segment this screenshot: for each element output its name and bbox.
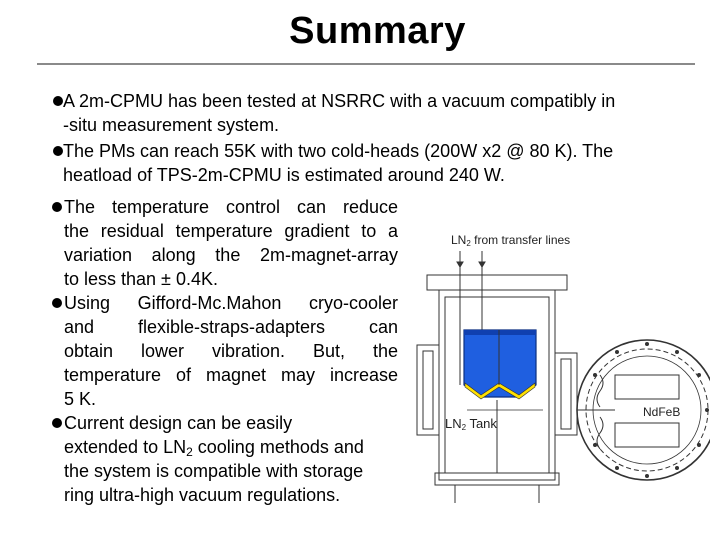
ln2-transfer-label: LN2 from transfer lines (451, 233, 571, 248)
slide-title: Summary (289, 10, 466, 52)
inlet-arrows (457, 251, 485, 267)
bullet-4-text: Using Gifford-Mc.Mahon cryo-cooler and flexible-straps-adapters can obtain lower vibration. But, the temperature of magnet may increase 5 K. (64, 293, 398, 409)
bullet-5-line-2: extended to $LN_2$ cooling methods and (64, 437, 364, 459)
bullet-5-text: Current design can be easily extended to $LN_2$ cooling methods and the system is compatible with storage ring ultra-high vacuum regulations. (52, 411, 398, 507)
ln2-tank (464, 330, 536, 399)
bullet-4 (52, 291, 398, 411)
ndfeb-label: NdFeB (643, 405, 681, 419)
bullet-dot (53, 146, 63, 156)
bullet-1 (53, 89, 703, 137)
bullet-1-text: A 2m-CPMU has been tested at NSRRC with a vacuum compatibly in -situ measurement system. (63, 91, 616, 135)
bullet-dot (52, 418, 62, 428)
bullet-3-text: The temperature control can reduce the residual temperature gradient to a variation along the 2m-magnet-array to less than ± 0.4K. (64, 197, 398, 289)
bullet-dot (53, 96, 63, 106)
bullet-2-text: The PMs can reach 55K with two cold-heads (200W x2 @ 80 K). The heatload of TPS-2m-CPMU is estimated around 240 W. (63, 141, 614, 185)
bullet-5 (52, 411, 398, 507)
bullet-dot (52, 202, 62, 212)
ln2-tank-label: LN2 Tank (445, 416, 497, 432)
bullet-dot (52, 298, 62, 308)
cryostat-diagram (415, 225, 710, 505)
bullet-3 (52, 195, 398, 291)
bullet-2 (53, 139, 703, 187)
title-divider (37, 63, 695, 65)
